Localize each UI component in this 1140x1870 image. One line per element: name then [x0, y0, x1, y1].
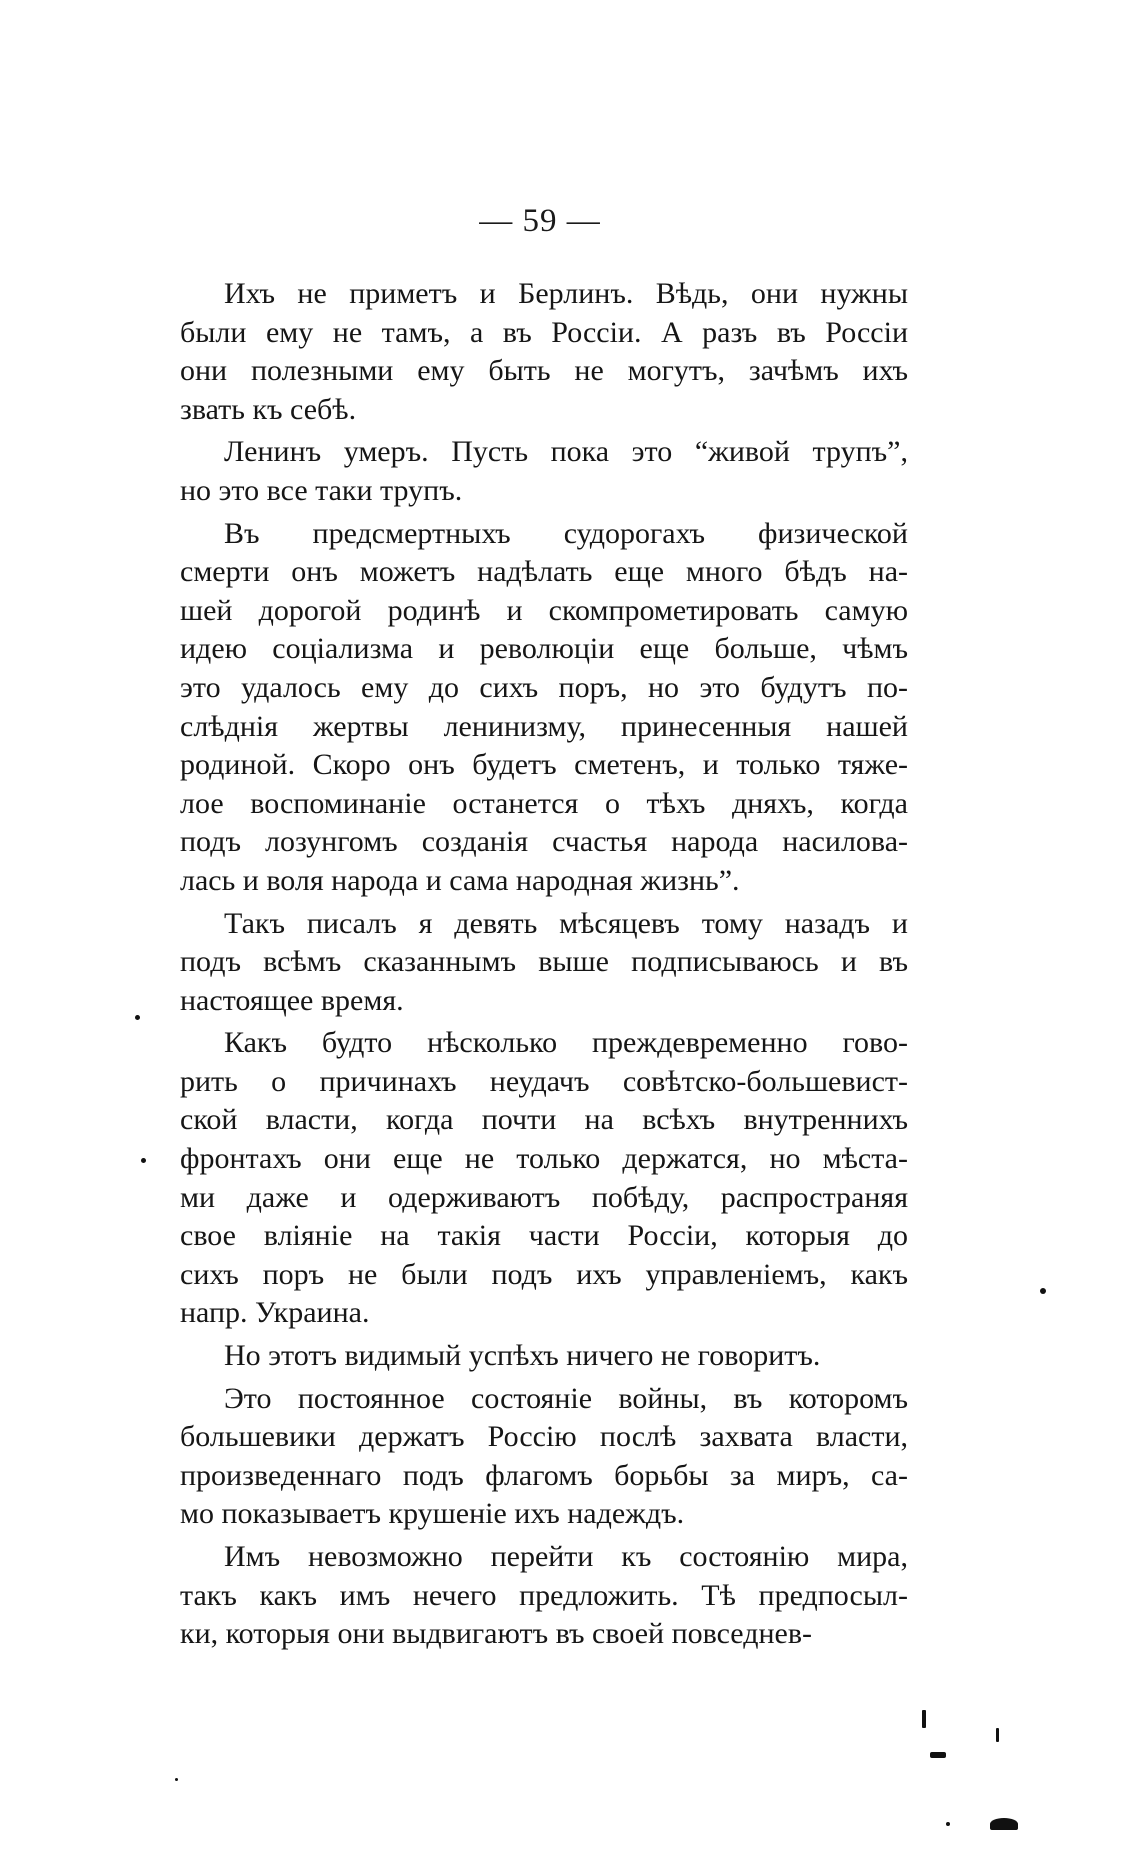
- text-line: рить о причинахъ неудачъ совѣтско-большевист-: [180, 1064, 908, 1098]
- paragraph: [180, 1380, 908, 1534]
- text-line: Ленинъ умеръ. Пусть пока это “живой трупъ”,: [224, 435, 908, 469]
- text-line: фронтахъ они еще не только держатся, но мѣста-: [180, 1142, 908, 1176]
- text-line: лое воспоминаніе останется о тѣхъ дняхъ, когда: [180, 786, 908, 820]
- print-speck: [930, 1752, 946, 1758]
- page-number: — 59 —: [479, 203, 601, 239]
- text-line: шей дорогой родинѣ и скомпрометировать самую: [180, 593, 908, 627]
- paragraph: [180, 1337, 908, 1376]
- text-line: Въ предсмертныхъ судорогахъ физической: [224, 516, 908, 550]
- text-line: сихъ поръ не были подъ ихъ управленіемъ, какъ: [180, 1257, 908, 1291]
- print-speck: [135, 1015, 140, 1020]
- text-line: Но этотъ видимый успѣхъ ничего не говоритъ.: [224, 1339, 821, 1373]
- text-line: смерти онъ можетъ надѣлать еще много бѣдъ на-: [180, 555, 908, 589]
- print-speck: [141, 1158, 146, 1163]
- text-line: мо показываетъ крушеніе ихъ надеждъ.: [180, 1497, 685, 1531]
- text-line: ми даже и одерживаютъ побѣду, распространяя: [180, 1180, 908, 1214]
- text-line: родиной. Скоро онъ будетъ сметенъ, и только тяже-: [180, 748, 908, 782]
- paragraph: [180, 905, 908, 1021]
- print-speck: [946, 1822, 950, 1826]
- text-line: они полезными ему быть не могутъ, зачѣмъ ихъ: [180, 354, 908, 388]
- text-line: подъ всѣмъ сказаннымъ выше подписываюсь и въ: [180, 945, 908, 979]
- text-line: большевики держатъ Россію послѣ захвата власти,: [180, 1420, 908, 1454]
- print-speck: [1040, 1288, 1046, 1294]
- paragraph: [180, 515, 908, 901]
- text-line: настоящее время.: [180, 983, 404, 1017]
- text-line: лась и воля народа и сама народная жизнь”.: [180, 863, 740, 897]
- text-line: напр. Украина.: [180, 1296, 370, 1330]
- text-line: это удалось ему до сихъ поръ, но это будутъ по-: [180, 670, 908, 704]
- text-line: ки, которыя они выдвигаютъ въ своей повседнев-: [180, 1617, 813, 1651]
- print-speck: [922, 1710, 926, 1728]
- text-line: были ему не тамъ, а въ Россіи. А разъ въ Россіи: [180, 315, 908, 349]
- text-line: Ихъ не приметъ и Берлинъ. Вѣдь, они нужны: [224, 277, 908, 310]
- paragraph: [180, 433, 908, 510]
- text-line: слѣднія жертвы ленинизму, принесенныя нашей: [180, 709, 908, 743]
- paragraph: [180, 275, 908, 429]
- text-line: но это все таки трупъ.: [180, 473, 463, 507]
- print-speck: [990, 1818, 1018, 1830]
- text-line: подъ лозунгомъ созданія счастья народа насилова-: [180, 825, 908, 859]
- text-line: звать къ себѣ.: [180, 392, 357, 426]
- text-line: произведеннаго подъ флагомъ борьбы за миръ, са-: [180, 1458, 908, 1492]
- text-line: Это постоянное состояніе войны, въ которомъ: [224, 1381, 908, 1415]
- text-line: ской власти, когда почти на всѣхъ внутреннихъ: [180, 1103, 908, 1137]
- print-speck: [175, 1778, 178, 1781]
- body-text: [180, 275, 908, 1654]
- text-line: Какъ будто нѣсколько преждевременно гово-: [224, 1026, 908, 1060]
- text-line: Такъ писалъ я девять мѣсяцевъ тому назадъ и: [224, 906, 908, 940]
- text-line: идею соціализма и революціи еще больше, чѣмъ: [180, 632, 908, 666]
- text-line: такъ какъ имъ нечего предложить. Тѣ предпосыл-: [180, 1578, 908, 1612]
- paragraph: [180, 1538, 908, 1654]
- paragraph: [180, 1024, 908, 1333]
- text-line: Имъ невозможно перейти къ состоянію мира,: [224, 1540, 908, 1573]
- print-speck: [996, 1728, 999, 1742]
- text-line: свое вліяніе на такія части Россіи, которыя до: [180, 1219, 908, 1253]
